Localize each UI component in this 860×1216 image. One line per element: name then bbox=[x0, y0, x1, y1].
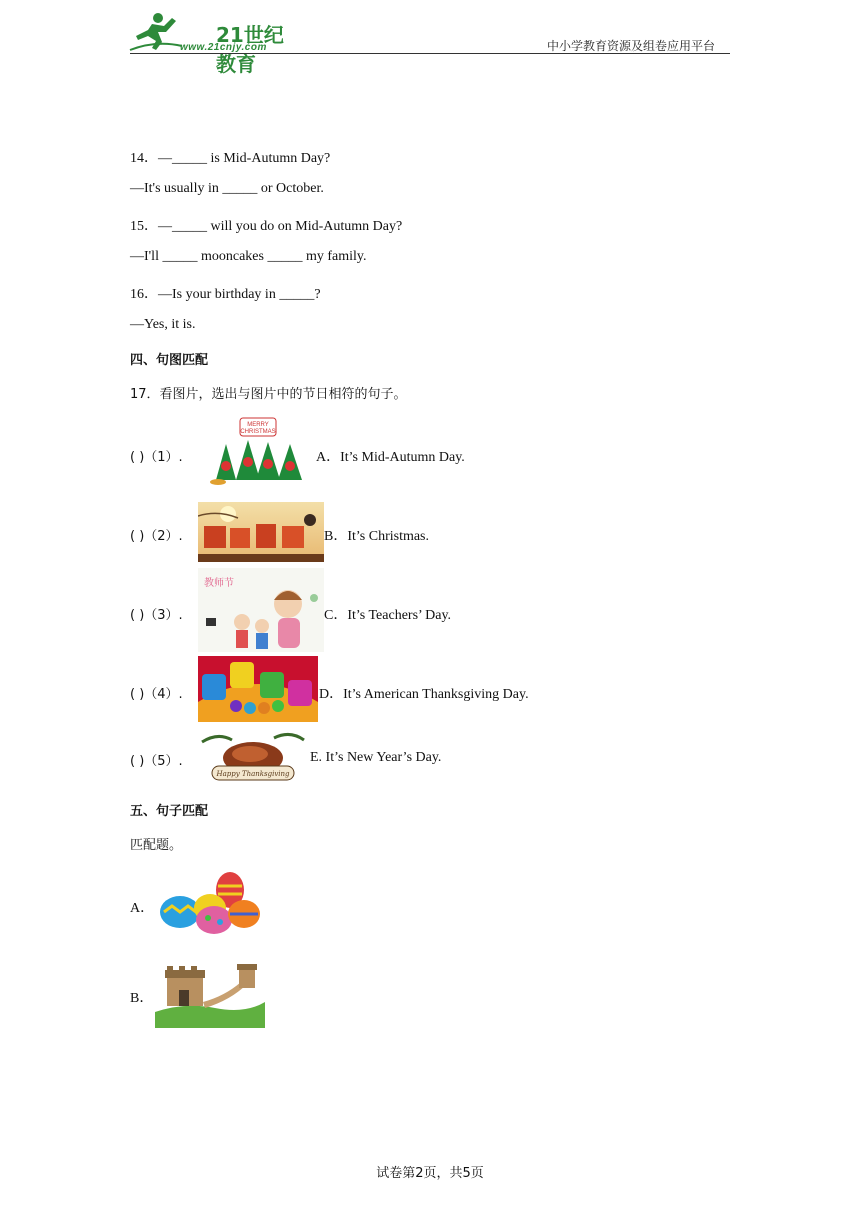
answer-14: —It's usually in _____ or October. bbox=[130, 181, 324, 196]
option-c: C．It’s Teachers’ Day. bbox=[324, 608, 452, 623]
svg-text:MERRY: MERRY bbox=[247, 422, 269, 428]
runner-logo-icon bbox=[128, 10, 184, 54]
option-e: E. It’s New Year’s Day. bbox=[310, 750, 442, 765]
logo-text: 21世纪教育 bbox=[216, 23, 284, 76]
section-4-title: 四、句图匹配 bbox=[130, 353, 209, 368]
match-label-a: A． bbox=[130, 901, 155, 916]
section-5-title: 五、句子匹配 bbox=[130, 804, 209, 819]
match-item-3-marker: ( )（3）. bbox=[130, 608, 183, 623]
section-5-instruction: 匹配题。 bbox=[130, 838, 183, 853]
question-17-instruction: 17．看图片，选出与图片中的节日相符的句子。 bbox=[130, 387, 407, 402]
option-d: D．It’s American Thanksgiving Day. bbox=[319, 687, 529, 702]
question-number: 15． bbox=[130, 219, 158, 234]
match-item-4-marker: ( )（4）. bbox=[130, 687, 183, 702]
svg-text:Happy Thanksgiving: Happy Thanksgiving bbox=[216, 770, 290, 778]
page-footer: 试卷第2页，共5页 bbox=[376, 1166, 484, 1181]
question-15 bbox=[130, 215, 402, 235]
header-divider bbox=[130, 53, 730, 54]
question-number: 16． bbox=[130, 287, 158, 302]
thanksgiving-picture bbox=[198, 728, 308, 786]
option-a: A．It’s Mid-Autumn Day. bbox=[316, 450, 465, 465]
question-16 bbox=[130, 283, 321, 303]
new-year-picture bbox=[198, 656, 318, 722]
question-text: —_____ will you do on Mid-Autumn Day? bbox=[158, 219, 403, 234]
christmas-picture bbox=[206, 416, 308, 486]
teachers-day-picture bbox=[198, 568, 324, 652]
match-label-b: B． bbox=[130, 991, 154, 1006]
match-item-5-marker: ( )（5）. bbox=[130, 754, 183, 769]
svg-text:教师节: 教师节 bbox=[204, 578, 234, 589]
logo-url: www.21cnjy.com bbox=[180, 42, 267, 53]
easter-eggs-picture bbox=[158, 870, 262, 938]
site-logo bbox=[128, 10, 298, 76]
header-platform-text: 中小学教育资源及组卷应用平台 bbox=[547, 39, 716, 53]
svg-text:CHRISTMAS: CHRISTMAS bbox=[240, 429, 276, 435]
question-text: —Is your birthday in _____? bbox=[158, 287, 321, 302]
question-text: —_____ is Mid-Autumn Day? bbox=[158, 151, 331, 166]
answer-15: —I'll _____ mooncakes _____ my family. bbox=[130, 249, 367, 264]
answer-16: —Yes, it is. bbox=[130, 317, 196, 332]
option-b: B．It’s Christmas. bbox=[324, 529, 430, 544]
match-item-1-marker: ( )（1）. bbox=[130, 450, 183, 465]
question-number: 14． bbox=[130, 151, 158, 166]
question-14 bbox=[130, 147, 330, 167]
mid-autumn-picture bbox=[198, 502, 324, 562]
great-wall-picture bbox=[155, 962, 265, 1028]
match-item-2-marker: ( )（2）. bbox=[130, 529, 183, 544]
